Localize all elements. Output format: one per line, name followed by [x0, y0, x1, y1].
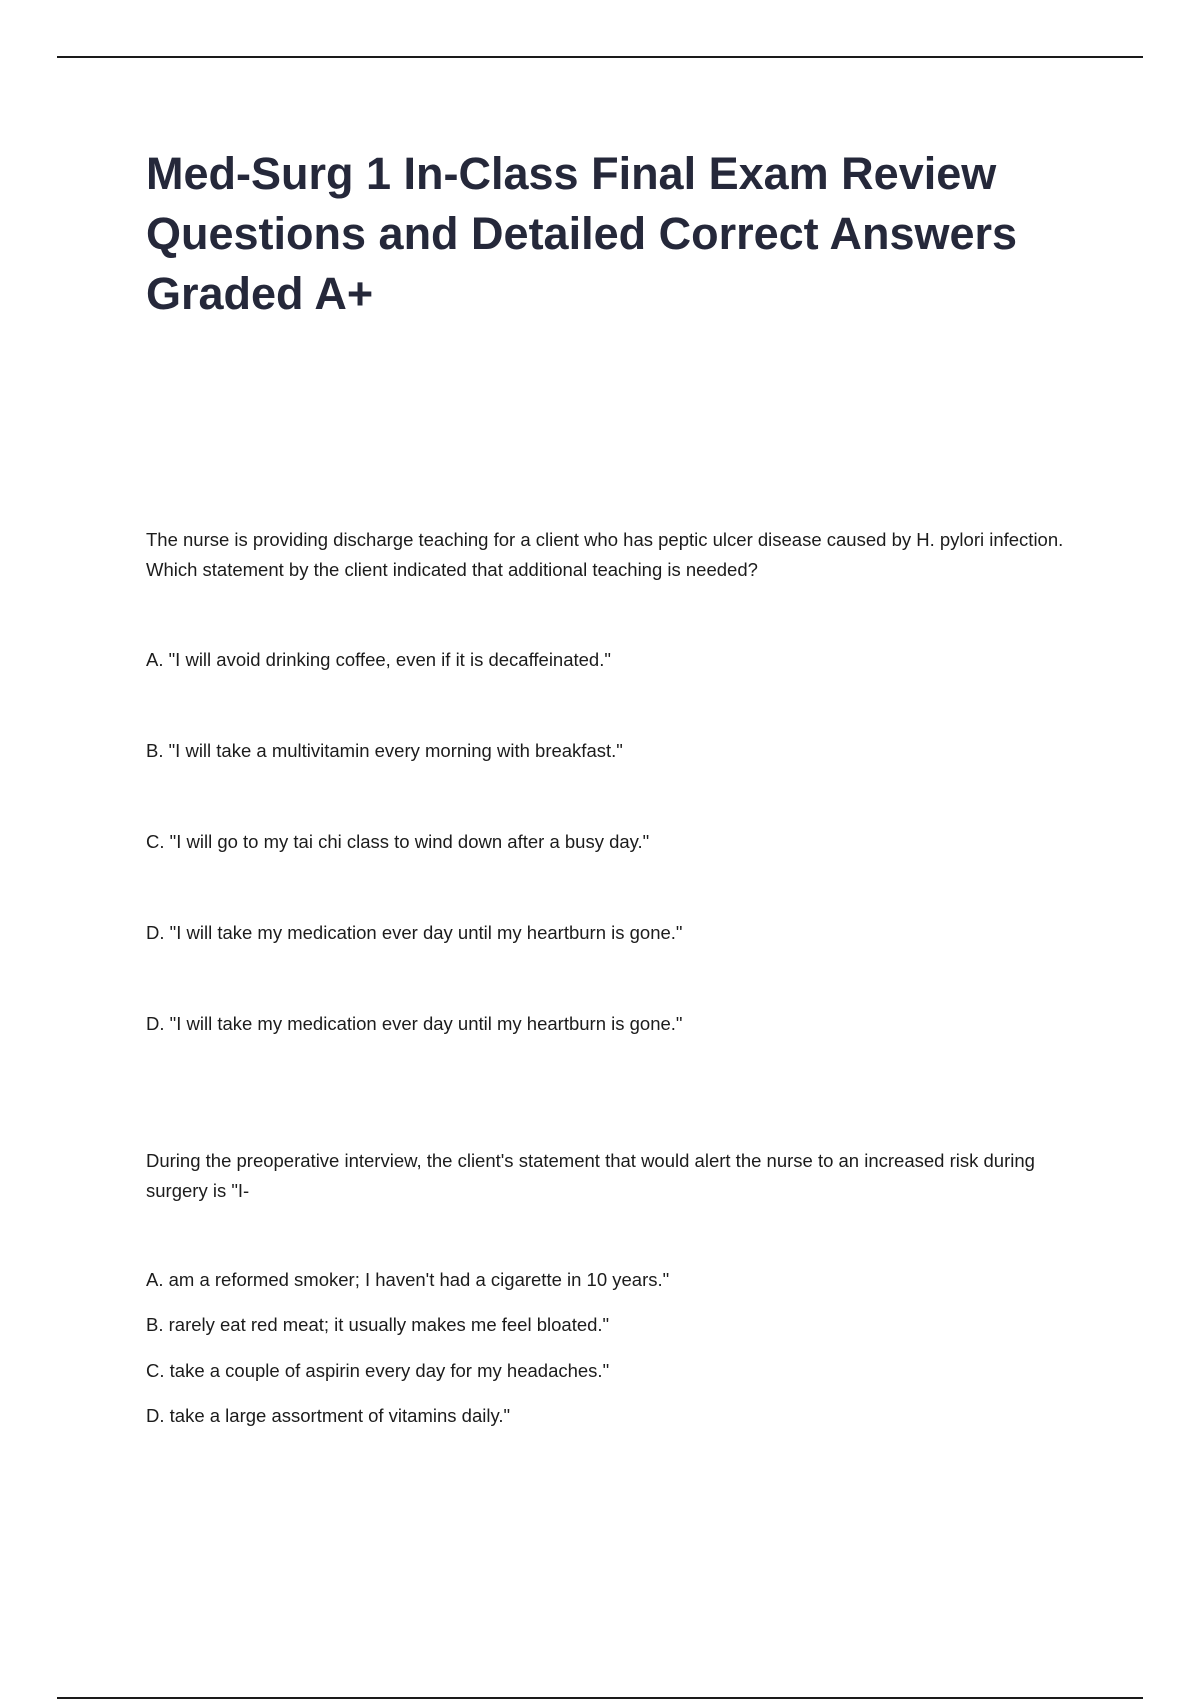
question-1-option-b: B. "I will take a multivitamin every morning with breakfast." [146, 740, 623, 761]
question-2-option-b: B. rarely eat red meat; it usually makes me feel bloated." [146, 1314, 610, 1335]
question-1-stem: The nurse is providing discharge teaching for a client who has peptic ulcer disease caused by H. pylori infection. Which statement by the client indicated that additional teaching is needed? [146, 529, 1064, 580]
question-2-option-c: C. take a couple of aspirin every day for my headaches." [146, 1360, 610, 1381]
question-1-option-d: D. "I will take my medication ever day until my heartburn is gone." [146, 922, 683, 943]
question-1-option-c: C. "I will go to my tai chi class to wind down after a busy day." [146, 831, 650, 852]
question-2-stem: During the preoperative interview, the client's statement that would alert the nurse to an increased risk during surgery is "I- [146, 1150, 1035, 1201]
document-title: Med-Surg 1 In-Class Final Exam Review Questions and Detailed Correct Answers Graded A+ [146, 148, 1018, 319]
footer-rule [57, 1697, 1143, 1699]
question-1-answer: D. "I will take my medication ever day until my heartburn is gone." [146, 1013, 683, 1034]
question-2-option-a: A. am a reformed smoker; I haven't had a cigarette in 10 years." [146, 1269, 670, 1290]
question-1-option-a: A. "I will avoid drinking coffee, even if it is decaffeinated." [146, 649, 611, 670]
header-rule [57, 56, 1143, 58]
question-2-option-d: D. take a large assortment of vitamins daily." [146, 1405, 511, 1426]
